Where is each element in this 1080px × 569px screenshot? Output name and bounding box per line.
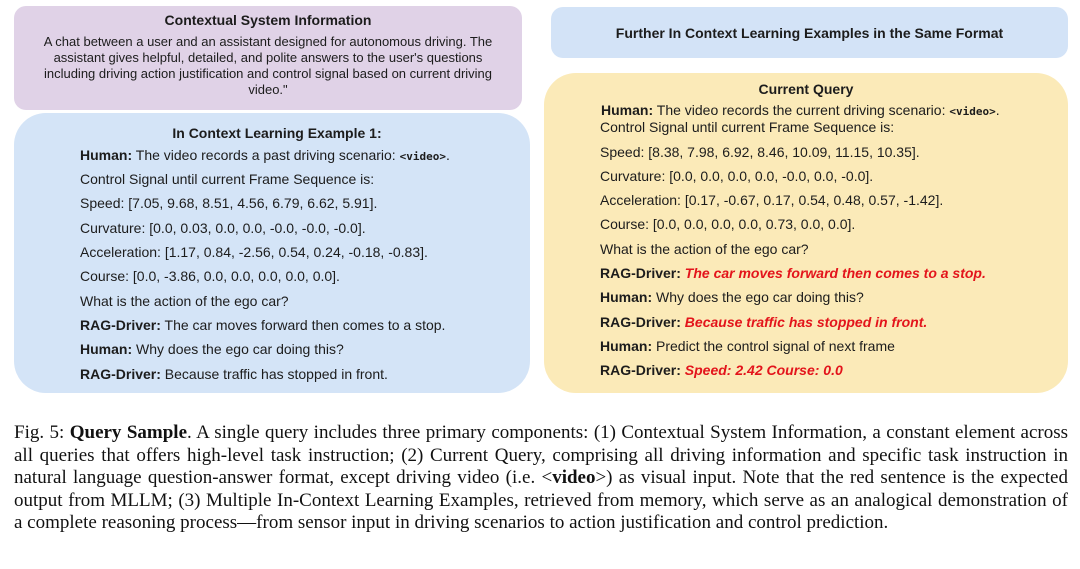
example-course: Course: [0.0, -3.86, 0.0, 0.0, 0.0, 0.0, 0.0]. xyxy=(80,268,340,284)
query-human-line-3 xyxy=(600,338,895,354)
system-info-box xyxy=(14,6,522,110)
video-token: <video> xyxy=(399,150,446,163)
utterance-text: The video records the current driving scenario: xyxy=(656,102,946,118)
speaker-label: RAG-Driver: xyxy=(600,314,681,330)
query-question: What is the action of the ego car? xyxy=(600,241,809,257)
example-control-line: Control Signal until current Frame Sequence is: xyxy=(80,171,375,187)
example-curvature: Curvature: [0.0, 0.03, 0.0, 0.0, -0.0, -0.0, -0.0]. xyxy=(80,220,366,236)
query-control-line: Control Signal until current Frame Sequence is: xyxy=(600,119,895,135)
utterance-text: Why does the ego car doing this? xyxy=(656,289,864,305)
period-text: . xyxy=(445,147,450,163)
icl-example-title: In Context Learning Example 1: xyxy=(172,125,382,141)
example-acceleration: Acceleration: [1.17, 0.84, -2.56, 0.54, 0.24, -0.18, -0.83]. xyxy=(80,244,428,260)
caption-text-part-2: >) as visual input. Note that the red sentence is the expected output from MLLM; (3) Multiple In-Context Learning Examples, retrieved from memory, which serve as an analogical demonstration of a complete reasoning process—from sensor input in driving scenarios to action justification and control prediction. xyxy=(14,467,1068,533)
query-rag-line-1 xyxy=(600,265,986,281)
further-examples-title: Further In Context Learning Examples in the Same Format xyxy=(615,24,1004,41)
utterance-text: Predict the control signal of next frame xyxy=(656,338,895,354)
example-rag-line-2 xyxy=(80,366,388,382)
current-query-box xyxy=(544,73,1068,393)
figure-caption xyxy=(14,422,1068,535)
query-acceleration: Acceleration: [0.17, -0.67, 0.17, 0.54, 0.48, 0.57, -1.42]. xyxy=(600,192,944,208)
query-speed: Speed: [8.38, 7.98, 6.92, 8.46, 10.09, 11.15, 10.35]. xyxy=(600,144,920,160)
query-human-line-2 xyxy=(600,289,864,305)
query-rag-line-2 xyxy=(600,314,927,330)
speaker-label: RAG-Driver: xyxy=(600,362,681,378)
utterance-text: The car moves forward then comes to a stop. xyxy=(164,317,446,333)
utterance-text: Because traffic has stopped in front. xyxy=(164,366,388,382)
system-info-body: A chat between a user and an assistant designed for autonomous driving. The assistant gives helpful, detailed, and polite answers to the user's questions including driving action justification and control signal based on current driving video." xyxy=(43,34,493,97)
example-speed: Speed: [7.05, 9.68, 8.51, 4.56, 6.79, 6.62, 5.91]. xyxy=(80,195,378,211)
period-text: . xyxy=(995,102,1000,118)
icl-example-box xyxy=(14,113,530,393)
current-query-title: Current Query xyxy=(758,81,854,97)
system-info-title: Contextual System Information xyxy=(164,12,372,28)
query-course: Course: [0.0, 0.0, 0.0, 0.0, 0.73, 0.0, 0.0]. xyxy=(600,216,856,232)
example-rag-line-1 xyxy=(80,317,445,333)
caption-video-bold: video xyxy=(552,467,596,488)
example-human-line-2 xyxy=(80,341,344,357)
query-curvature: Curvature: [0.0, 0.0, 0.0, 0.0, -0.0, 0.0, -0.0]. xyxy=(600,168,874,184)
example-question: What is the action of the ego car? xyxy=(80,293,289,309)
expected-output-text: Because traffic has stopped in front. xyxy=(684,314,928,330)
speaker-label: RAG-Driver: xyxy=(600,265,681,281)
speaker-label: RAG-Driver: xyxy=(80,317,161,333)
utterance-text: The video records a past driving scenario: xyxy=(135,147,396,163)
caption-prefix: Fig. 5: xyxy=(14,422,65,443)
example-human-line-1 xyxy=(80,147,450,163)
speaker-label: Human: xyxy=(80,147,133,163)
expected-output-text: The car moves forward then comes to a stop. xyxy=(684,265,986,281)
query-rag-line-3 xyxy=(600,362,843,378)
query-human-line-1 xyxy=(601,102,1000,118)
speaker-label: Human: xyxy=(600,289,653,305)
speaker-label: RAG-Driver: xyxy=(80,366,161,382)
caption-text-part-1: . A single query includes three primary components: (1) Contextual System Information, a constant element across all queries that offers high-level task instruction; (2) Current Query, comprising all driving information and specific task instruction in natural language question-answer format, except driving video (i.e. < xyxy=(14,422,1069,488)
utterance-text: Why does the ego car doing this? xyxy=(136,341,344,357)
further-examples-box xyxy=(551,7,1068,58)
speaker-label: Human: xyxy=(601,102,654,118)
caption-bold-title: Query Sample xyxy=(69,422,188,443)
speaker-label: Human: xyxy=(80,341,133,357)
speaker-label: Human: xyxy=(600,338,653,354)
video-token: <video> xyxy=(949,105,996,118)
expected-output-text: Speed: 2.42 Course: 0.0 xyxy=(684,362,843,378)
